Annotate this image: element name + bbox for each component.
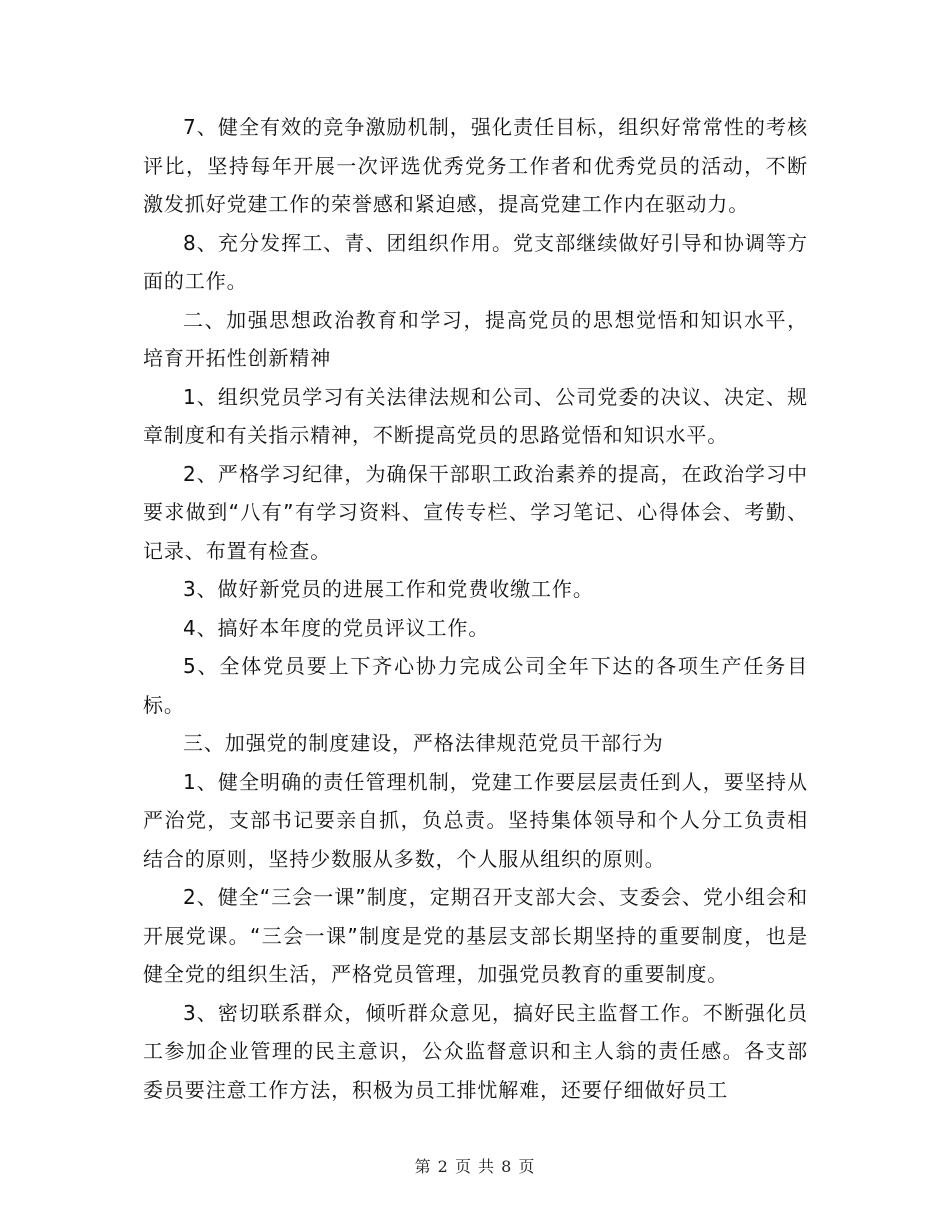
paragraph-item-2b: 2、健全“三会一课”制度，定期召开支部大会、支委会、党小组会和开展党课。“三会一课”制度是党的基层支部长期坚持的重要制度，也是健全党的组织生活，严格党员管理，加强党员教育的重要制度。 xyxy=(143,885,808,986)
section-heading-3: 三、加强党的制度建设，严格法律规范党员干部行为 xyxy=(183,731,664,755)
page-number-label: 第 2 页 共 8 页 xyxy=(414,1157,536,1176)
paragraph-item-5: 5、全体党员要上下齐心协力完成公司全年下达的各项生产任务目标。 xyxy=(143,654,808,717)
paragraph-item-2: 2、严格学习纪律，为确保干部职工政治素养的提高，在政治学习中要求做到“八有”有学习资料、宣传专栏、学习笔记、心得体会、考勤、记录、布置有检查。 xyxy=(143,461,808,563)
paragraph-item-7: 7、健全有效的竞争激励机制，强化责任目标，组织好常常性的考核评比，坚持每年开展一次评选优秀党务工作者和优秀党员的活动，不断激发抓好党建工作的荣誉感和紧迫感，提高党建工作内在驱动力。 xyxy=(143,115,808,216)
document-body xyxy=(143,108,808,1109)
paragraph-item-8: 8、充分发挥工、青、团组织作用。党支部继续做好引导和协调等方面的工作。 xyxy=(143,230,808,293)
paragraph-item-4: 4、搞好本年度的党员评议工作。 xyxy=(183,615,490,640)
paragraph-item-3b: 3、密切联系群众，倾听群众意见，搞好民主监督工作。不断强化员工参加企业管理的民主意识，公众监督意识和主人翁的责任感。各支部委员要注意工作方法，积极为员工排忧解难，还要仔细做好员工 xyxy=(143,1000,808,1102)
paragraph-item-1b: 1、健全明确的责任管理机制，党建工作要层层责任到人，要坚持从严治党，支部书记要亲自抓，负总责。坚持集体领导和个人分工负责相结合的原则，坚持少数服从多数，个人服从组织的原则。 xyxy=(143,769,808,871)
paragraph-item-1: 1、组织党员学习有关法律法规和公司、公司党委的决议、决定、规章制度和有关指示精神，不断提高党员的思路觉悟和知识水平。 xyxy=(143,384,808,447)
paragraph-item-3: 3、做好新党员的进展工作和党费收缴工作。 xyxy=(183,577,594,601)
page-footer xyxy=(0,1154,950,1177)
section-heading-2: 二、加强思想政治教育和学习，提高党员的思想觉悟和知识水平，培育开拓性创新精神 xyxy=(143,307,808,370)
